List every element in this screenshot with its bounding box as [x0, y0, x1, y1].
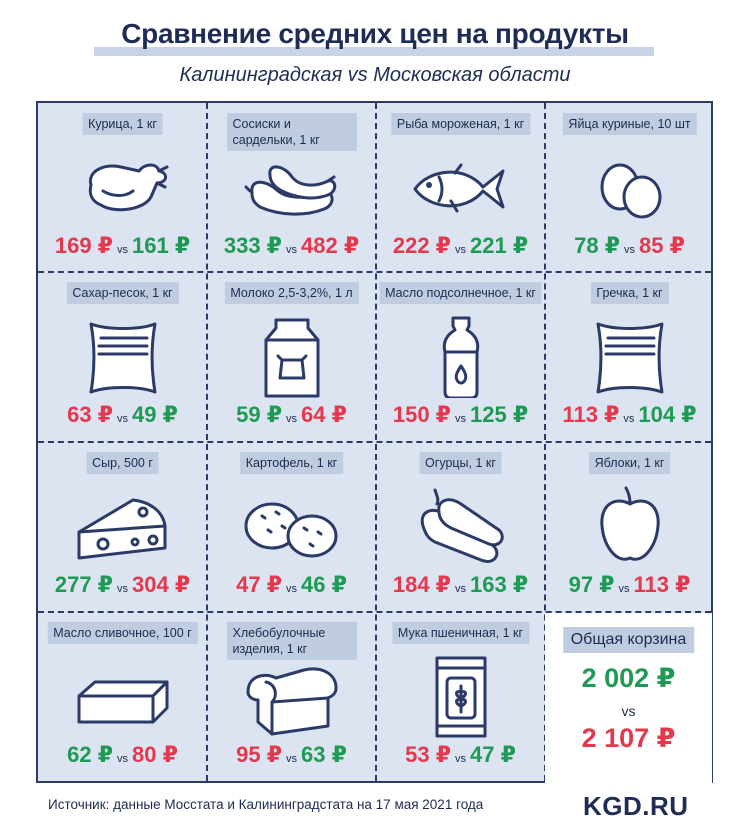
product-card-cucumbers	[376, 442, 545, 612]
product-label: Сыр, 500 г	[86, 452, 159, 474]
price-comparison	[376, 402, 545, 428]
price-kaliningrad: 150 ₽	[392, 402, 451, 427]
price-comparison	[207, 742, 376, 768]
product-label: Картофель, 1 кг	[240, 452, 343, 474]
product-card-chicken	[38, 103, 207, 273]
product-card-flour	[376, 612, 545, 782]
total-basket-label: Общая корзина	[563, 627, 695, 653]
oil-bottle-icon	[411, 316, 511, 398]
price-grid	[36, 101, 713, 783]
price-kaliningrad: 59 ₽	[236, 402, 282, 427]
vs-label: vs	[623, 413, 635, 425]
product-card-milk	[207, 272, 376, 442]
price-kaliningrad: 277 ₽	[54, 572, 113, 597]
product-label: Гречка, 1 кг	[590, 282, 668, 304]
total-moscow: 2 107 ₽	[581, 723, 676, 753]
price-moscow: 49 ₽	[132, 402, 178, 427]
product-label: Масло сливочное, 100 г	[47, 622, 197, 644]
kgd-logo[interactable]: KGD.RU	[583, 791, 689, 821]
product-card-potatoes	[207, 442, 376, 612]
price-kaliningrad: 333 ₽	[223, 233, 282, 258]
product-card-sausages	[207, 103, 376, 273]
price-comparison	[207, 233, 376, 259]
bread-icon	[242, 656, 342, 738]
price-moscow: 163 ₽	[470, 572, 529, 597]
vs-label: vs	[286, 753, 297, 765]
price-moscow: 47 ₽	[470, 742, 516, 767]
sack-icon	[580, 316, 680, 398]
product-label: Хлебобулочные изделия, 1 кг	[227, 622, 357, 660]
milk-carton-icon	[242, 316, 342, 398]
total-kaliningrad: 2 002 ₽	[581, 663, 676, 693]
price-moscow: 113 ₽	[633, 572, 691, 597]
price-moscow: 46 ₽	[301, 572, 347, 597]
product-card-apples	[545, 442, 714, 612]
vs-label: vs	[117, 583, 128, 595]
price-comparison	[38, 233, 207, 259]
cheese-icon	[73, 486, 173, 568]
product-label: Яблоки, 1 кг	[589, 452, 671, 474]
price-moscow: 64 ₽	[301, 402, 347, 427]
product-card-fish	[376, 103, 545, 273]
product-label: Сосиски и сардельки, 1 кг	[227, 113, 357, 151]
price-moscow: 304 ₽	[132, 572, 191, 597]
price-kaliningrad: 184 ₽	[392, 572, 451, 597]
product-label: Мука пшеничная, 1 кг	[392, 622, 529, 644]
sack-icon	[73, 316, 173, 398]
total-vs-label: vs	[621, 703, 636, 719]
price-kaliningrad: 169 ₽	[54, 233, 113, 258]
vs-label: vs	[286, 244, 297, 256]
page-title: Сравнение средних цен на продукты	[121, 18, 629, 49]
fish-icon	[411, 147, 511, 229]
price-kaliningrad: 63 ₽	[67, 402, 113, 427]
vs-label: vs	[618, 583, 630, 595]
product-card-bread	[207, 612, 376, 782]
price-comparison	[376, 233, 545, 259]
product-label: Рыба мороженая, 1 кг	[391, 113, 530, 135]
sausages-icon	[242, 147, 342, 229]
page-subtitle: Калининградская vs Московская области	[179, 64, 571, 86]
vs-label: vs	[624, 244, 635, 256]
price-comparison	[38, 742, 207, 768]
price-kaliningrad: 53 ₽	[405, 742, 451, 767]
price-comparison	[376, 572, 545, 598]
price-moscow: 125 ₽	[470, 402, 529, 427]
price-moscow: 63 ₽	[301, 742, 347, 767]
eggs-icon	[580, 147, 680, 229]
product-card-butter	[38, 612, 207, 782]
price-kaliningrad: 78 ₽	[574, 233, 620, 258]
price-moscow: 161 ₽	[132, 233, 191, 258]
price-kaliningrad: 95 ₽	[236, 742, 282, 767]
price-comparison	[38, 402, 207, 428]
vs-label: vs	[117, 413, 128, 425]
product-card-sunflower-oil	[376, 272, 545, 442]
vs-label: vs	[286, 413, 297, 425]
butter-icon	[73, 656, 173, 738]
product-label: Сахар-песок, 1 кг	[66, 282, 178, 304]
product-card-eggs	[545, 103, 714, 273]
flour-pack-icon	[411, 656, 511, 738]
product-card-sugar	[38, 272, 207, 442]
vs-label: vs	[117, 753, 128, 765]
price-comparison	[38, 572, 207, 598]
vs-label: vs	[455, 583, 466, 595]
apple-icon	[580, 486, 680, 568]
product-label: Курица, 1 кг	[82, 113, 163, 135]
vs-label: vs	[455, 413, 466, 425]
price-moscow: 80 ₽	[132, 742, 178, 767]
price-kaliningrad: 113 ₽	[562, 402, 620, 427]
price-kaliningrad: 222 ₽	[392, 233, 451, 258]
product-label: Молоко 2,5-3,2%, 1 л	[224, 282, 358, 304]
price-kaliningrad: 62 ₽	[67, 742, 113, 767]
source-note: Источник: данные Мосстата и Калининградстата на 17 мая 2021 года	[48, 797, 484, 812]
product-card-cheese	[38, 442, 207, 612]
vs-label: vs	[117, 244, 128, 256]
price-comparison	[207, 572, 376, 598]
price-moscow: 221 ₽	[470, 233, 529, 258]
total-basket-card	[545, 613, 712, 783]
price-comparison	[545, 402, 714, 428]
price-comparison	[545, 572, 714, 598]
price-moscow: 104 ₽	[638, 402, 697, 427]
potatoes-icon	[242, 486, 342, 568]
price-kaliningrad: 47 ₽	[236, 572, 282, 597]
vs-label: vs	[455, 244, 466, 256]
product-label: Яйца куриные, 10 шт	[562, 113, 696, 135]
price-comparison	[376, 742, 545, 768]
product-label: Масло подсолнечное, 1 кг	[379, 282, 542, 304]
product-card-buckwheat	[545, 272, 714, 442]
product-label: Огурцы, 1 кг	[419, 452, 502, 474]
cucumbers-icon	[411, 486, 511, 568]
price-moscow: 85 ₽	[639, 233, 685, 258]
chicken-icon	[73, 147, 173, 229]
price-comparison	[545, 233, 714, 259]
vs-label: vs	[286, 583, 297, 595]
price-kaliningrad: 97 ₽	[568, 572, 615, 597]
price-comparison	[207, 402, 376, 428]
price-moscow: 482 ₽	[301, 233, 360, 258]
vs-label: vs	[455, 753, 466, 765]
